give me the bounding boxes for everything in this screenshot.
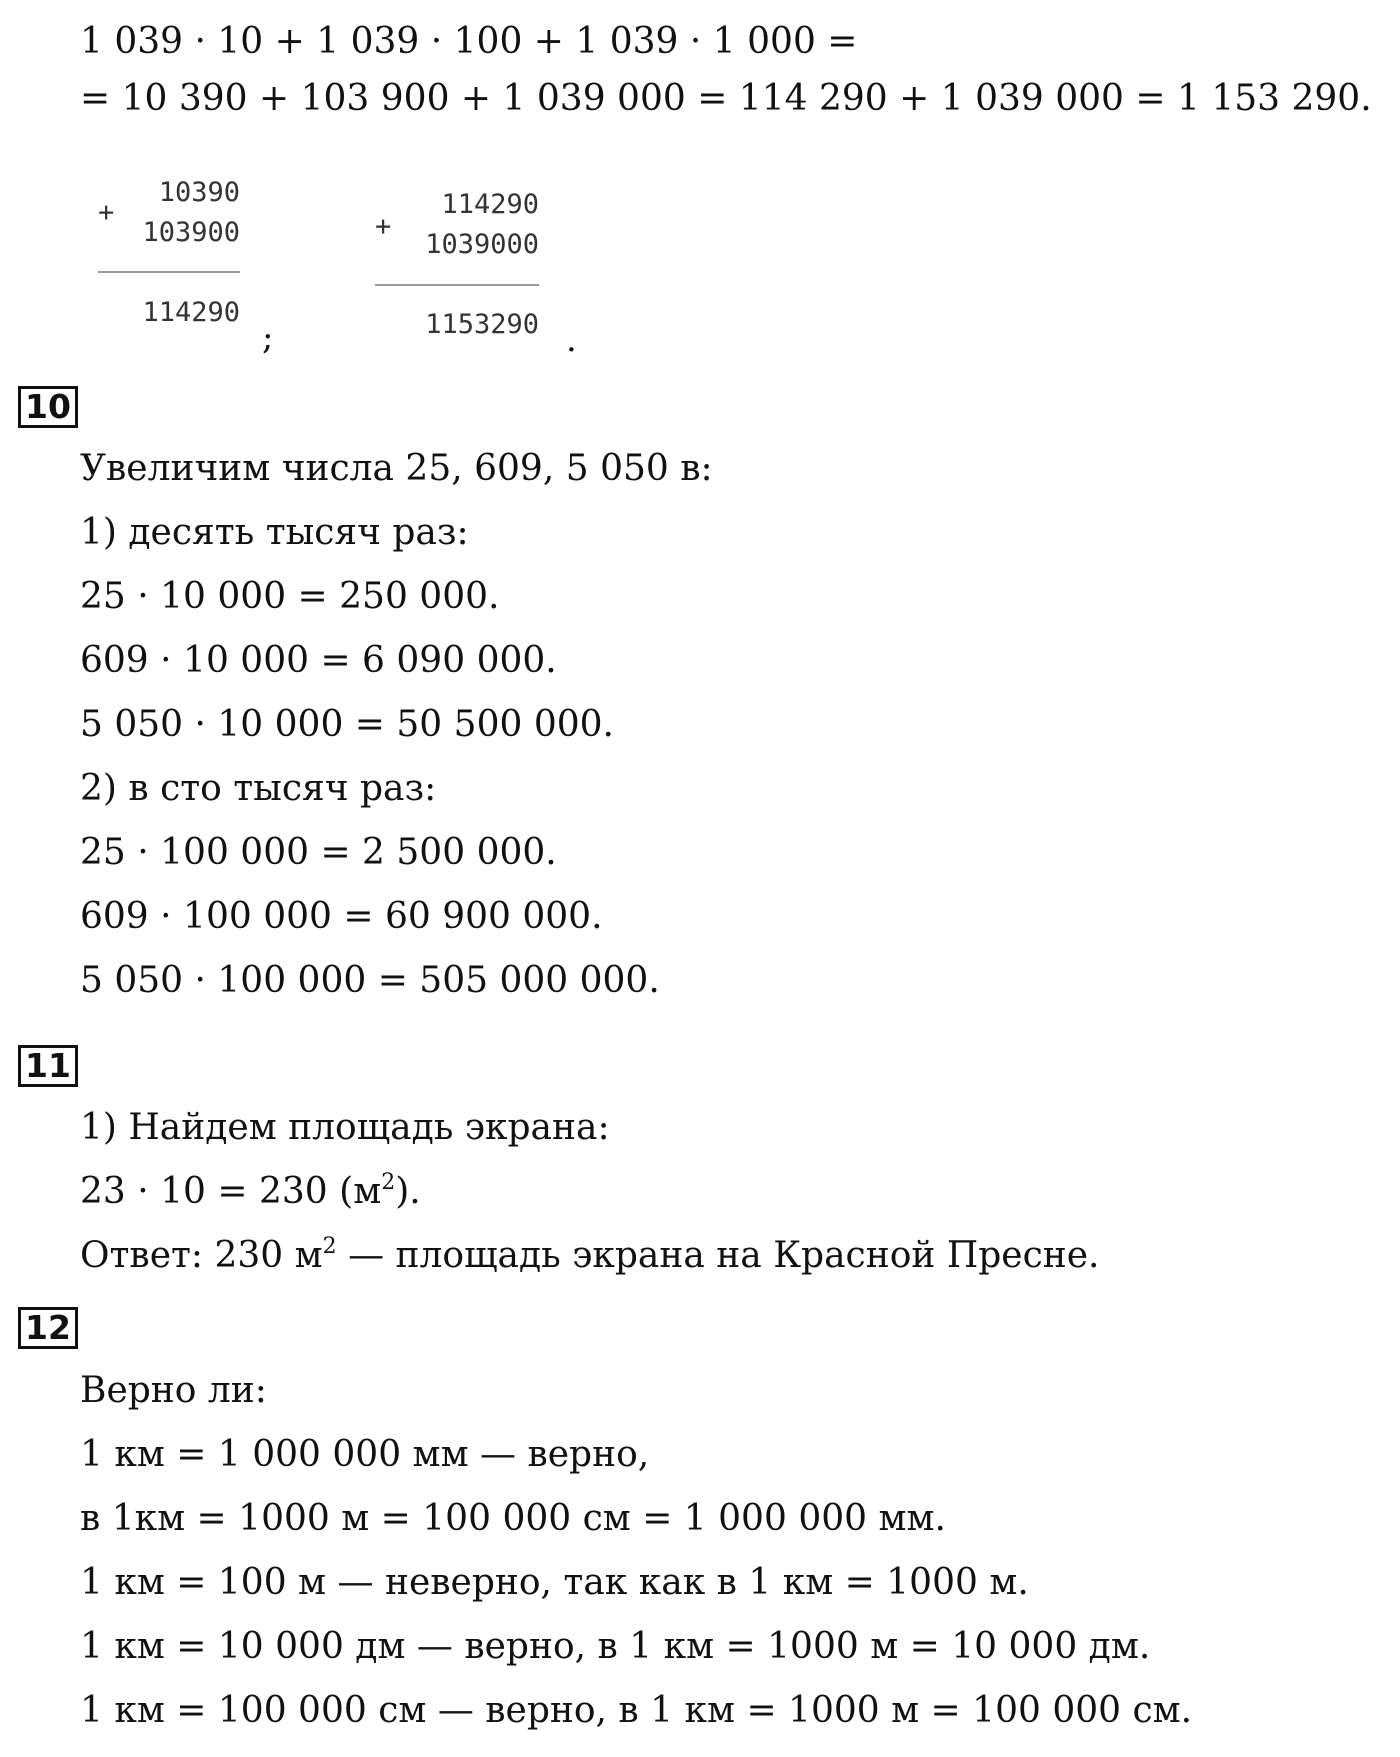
task10-line: Увеличим числа 25, 609, 5 050 в: [80,448,713,489]
task10-line: 25 · 100 000 = 2 500 000. [80,832,557,873]
sum-rule [98,271,240,273]
task12-line: 1 км = 100 м — неверно, так как в 1 км = 1000 м. [80,1562,1029,1603]
task10-line: 609 · 10 000 = 6 090 000. [80,640,557,681]
addend-2: 103900 [142,217,240,248]
task-number-box: 12 [18,1307,78,1349]
sum: 114290 [142,297,240,328]
task11-line-text: — площадь экрана на Красной Пресне. [336,1235,1100,1276]
addend-1: 10390 [158,177,240,208]
task11-answer-line [80,1236,1099,1276]
semicolon: ; [262,318,274,358]
task12-line: Верно ли: [80,1370,267,1411]
expression-line-1: 1 039 · 10 + 1 039 · 100 + 1 039 · 1 000 = [80,21,858,62]
addend-1: 114290 [441,189,539,220]
task10-line: 2) в сто тысяч раз: [80,768,437,809]
task12-line: 1 км = 100 000 см — верно, в 1 км = 1000 м = 100 000 см. [80,1690,1193,1731]
task10-line: 5 050 · 100 000 = 505 000 000. [80,960,660,1001]
expression-line-2: = 10 390 + 103 900 + 1 039 000 = 114 290 + 1 039 000 = 1 153 290. [80,78,1372,119]
task10-line: 5 050 · 10 000 = 50 500 000. [80,704,614,745]
task11-line-text: Ответ: 230 м [80,1235,323,1276]
superscript: 2 [322,1234,337,1259]
task11-line-text: 23 · 10 = 230 (м [80,1171,382,1212]
task10-line: 609 · 100 000 = 60 900 000. [80,896,603,937]
task11-line: 1) Найдем площадь экрана: [80,1107,610,1148]
sum-rule [375,284,539,286]
task11-line-text: ). [395,1171,421,1212]
superscript: 2 [381,1170,396,1195]
task12-line: 1 км = 10 000 дм — верно, в 1 км = 1000 м = 10 000 дм. [80,1626,1151,1667]
task-number-box: 11 [18,1045,78,1087]
task10-line: 1) десять тысяч раз: [80,512,469,553]
plus-sign: + [98,197,115,228]
plus-sign: + [375,211,392,242]
task-number-box: 10 [18,386,78,428]
period: . [566,320,577,360]
task12-line: в 1км = 1000 м = 100 000 см = 1 000 000 мм. [80,1498,946,1539]
sum: 1153290 [425,309,539,340]
task12-line: 1 км = 1 000 000 мм — верно, [80,1434,650,1475]
addend-2: 1039000 [425,229,539,260]
task10-line: 25 · 10 000 = 250 000. [80,576,500,617]
task11-line [80,1172,421,1212]
